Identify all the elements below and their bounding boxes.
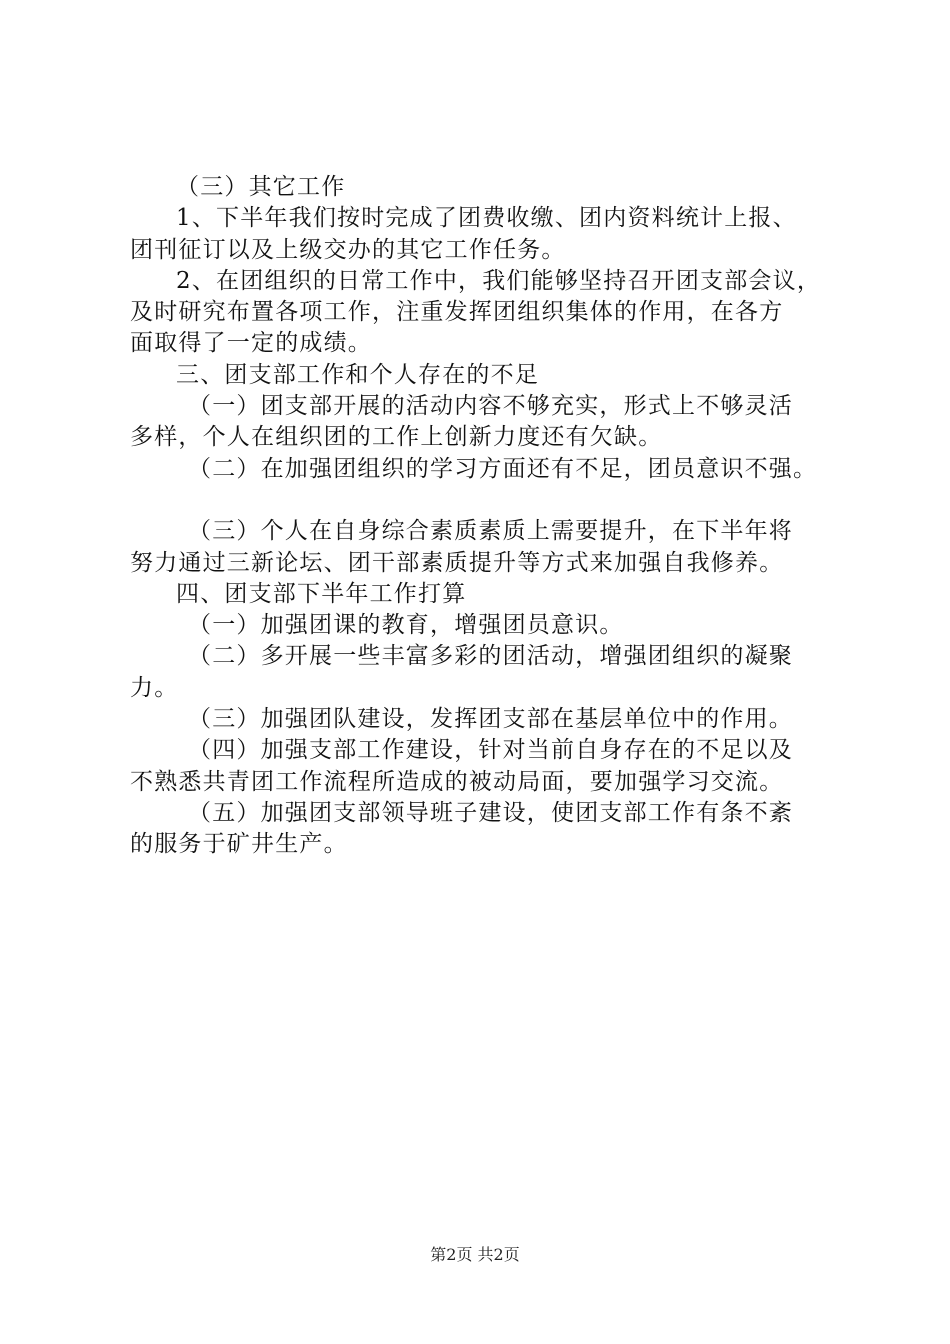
paragraph-line: 面取得了一定的成绩。 bbox=[130, 330, 372, 357]
paragraph-line: （三）加强团队建设，发挥团支部在基层单位中的作用。 bbox=[188, 706, 793, 733]
paragraph-line: （三）个人在自身综合素质素质上需要提升，在下半年将 bbox=[188, 518, 793, 545]
paragraph-line: 1、下半年我们按时完成了团费收缴、团内资料统计上报、 bbox=[176, 205, 797, 232]
section-heading-plans: 四、团支部下半年工作打算 bbox=[176, 580, 467, 607]
paragraph-line: （二）在加强团组织的学习方面还有不足，团员意识不强。 bbox=[188, 455, 818, 482]
section-heading-other-work: （三）其它工作 bbox=[176, 174, 346, 200]
paragraph-line: 的服务于矿井生产。 bbox=[130, 831, 348, 858]
paragraph-line: （五）加强团支部领导班子建设，使团支部工作有条不紊 bbox=[188, 799, 793, 826]
paragraph-line: 不熟悉共青团工作流程所造成的被动局面，要加强学习交流。 bbox=[130, 768, 784, 795]
paragraph-line: 力。 bbox=[130, 674, 179, 701]
paragraph-line: 努力通过三新论坛、团干部素质提升等方式来加强自我修养。 bbox=[130, 549, 784, 576]
paragraph-line: （二）多开展一些丰富多彩的团活动，增强团组织的凝聚 bbox=[188, 643, 793, 670]
paragraph-line: （四）加强支部工作建设，针对当前自身存在的不足以及 bbox=[188, 737, 793, 764]
paragraph-line: 团刊征订以及上级交办的其它工作任务。 bbox=[130, 236, 566, 263]
paragraph-line: （一）团支部开展的活动内容不够充实，形式上不够灵活 bbox=[188, 393, 793, 420]
paragraph-gap bbox=[130, 485, 850, 516]
paragraph-line: 2、在团组织的日常工作中，我们能够坚持召开团支部会议， bbox=[176, 267, 822, 294]
page-footer: 第2页 共2页 bbox=[430, 1245, 520, 1264]
paragraph-line: （一）加强团课的教育，增强团员意识。 bbox=[188, 612, 624, 639]
paragraph-line: 及时研究布置各项工作，注重发挥团组织集体的作用，在各方 bbox=[130, 299, 784, 326]
section-heading-shortcomings: 三、团支部工作和个人存在的不足 bbox=[176, 361, 539, 388]
document-body bbox=[130, 172, 850, 861]
paragraph-line: 多样，个人在组织团的工作上创新力度还有欠缺。 bbox=[130, 424, 663, 451]
